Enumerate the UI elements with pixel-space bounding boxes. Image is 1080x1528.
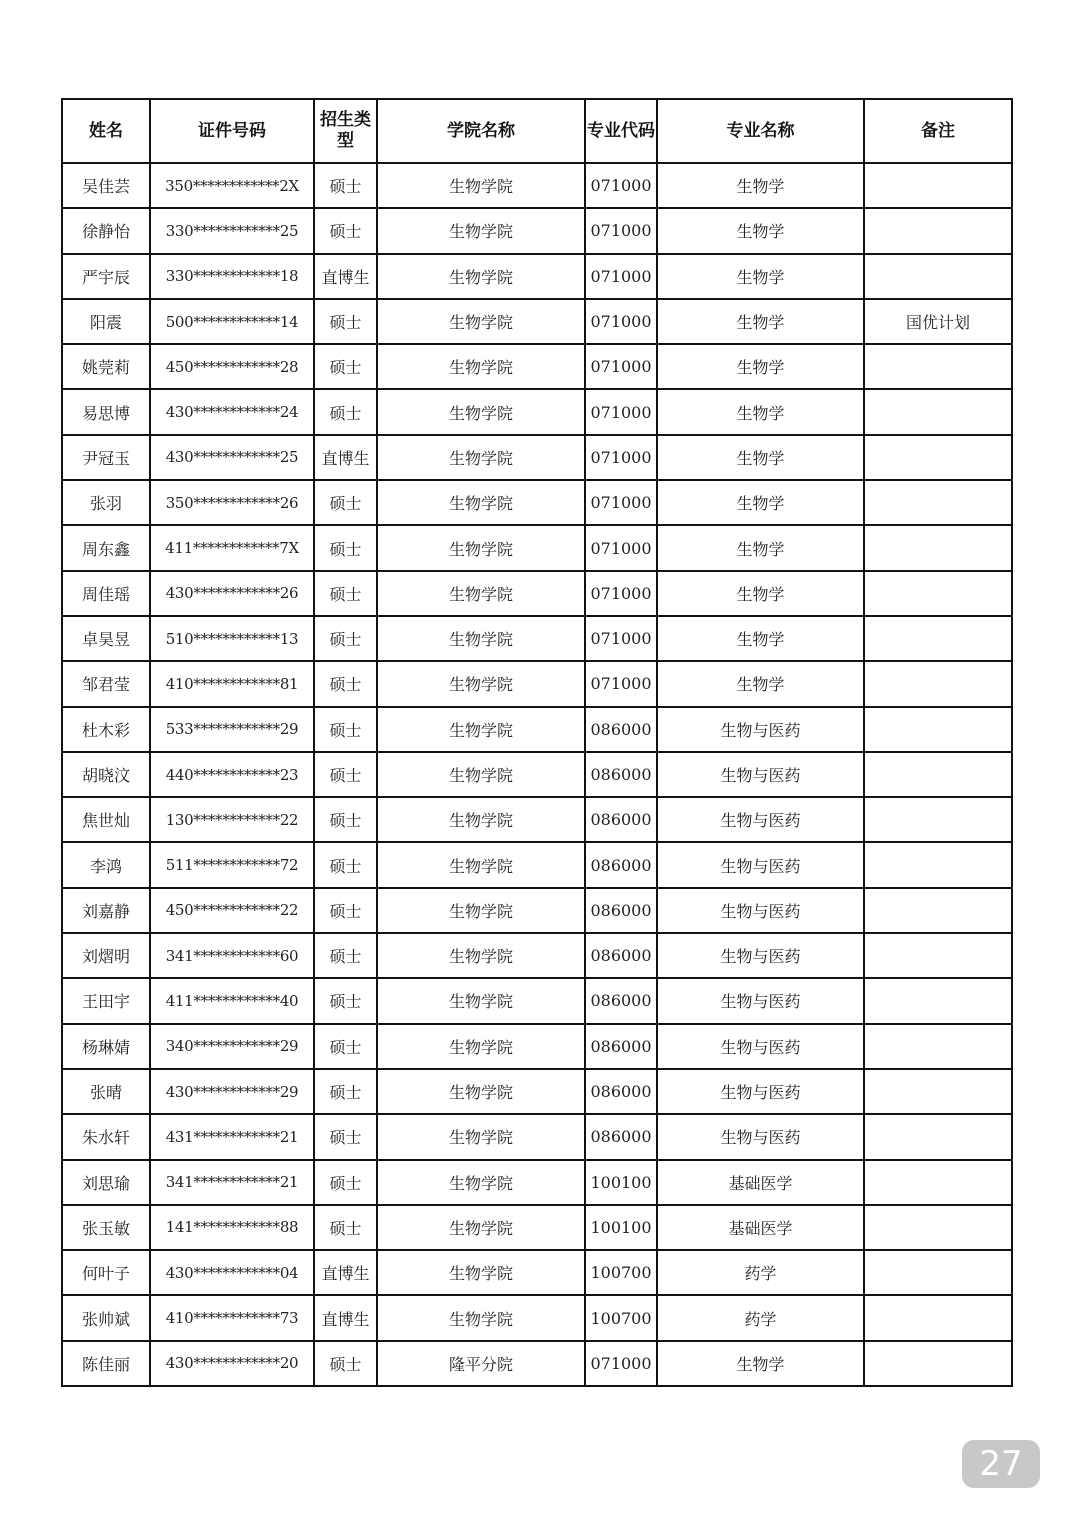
cell-major-name: 生物学 — [657, 299, 864, 344]
header-id-number: 证件号码 — [150, 99, 314, 163]
cell-admission-type: 硕士 — [314, 571, 377, 616]
table-row — [62, 435, 1012, 480]
cell-admission-type: 硕士 — [314, 299, 377, 344]
cell-major-code: 086000 — [585, 933, 657, 978]
cell-name: 杨琳婧 — [62, 1024, 150, 1069]
cell-note — [864, 616, 1012, 661]
cell-name: 徐静怡 — [62, 208, 150, 253]
table-row — [62, 1341, 1012, 1386]
cell-admission-type: 硕士 — [314, 752, 377, 797]
cell-admission-type: 硕士 — [314, 707, 377, 752]
cell-admission-type: 硕士 — [314, 797, 377, 842]
cell-note — [864, 480, 1012, 525]
cell-college: 生物学院 — [377, 480, 585, 525]
cell-id-number: 340************29 — [150, 1024, 314, 1069]
cell-college: 生物学院 — [377, 752, 585, 797]
cell-major-name: 生物与医药 — [657, 1114, 864, 1159]
cell-name: 朱水轩 — [62, 1114, 150, 1159]
cell-major-code: 086000 — [585, 1114, 657, 1159]
cell-college: 生物学院 — [377, 299, 585, 344]
cell-id-number: 330************18 — [150, 254, 314, 299]
table-row — [62, 208, 1012, 253]
cell-major-name: 生物学 — [657, 480, 864, 525]
header-admission-type: 招生类型 — [314, 99, 377, 163]
cell-major-code: 086000 — [585, 707, 657, 752]
cell-admission-type: 硕士 — [314, 1069, 377, 1114]
cell-id-number: 350************2X — [150, 163, 314, 208]
cell-admission-type: 硕士 — [314, 978, 377, 1023]
table-body — [62, 163, 1012, 1386]
cell-college: 生物学院 — [377, 1250, 585, 1295]
table-row — [62, 707, 1012, 752]
cell-college: 生物学院 — [377, 933, 585, 978]
cell-college: 生物学院 — [377, 888, 585, 933]
cell-major-code: 100100 — [585, 1160, 657, 1205]
cell-admission-type: 直博生 — [314, 1295, 377, 1340]
cell-id-number: 341************60 — [150, 933, 314, 978]
cell-admission-type: 硕士 — [314, 525, 377, 570]
cell-name: 吴佳芸 — [62, 163, 150, 208]
cell-note: 国优计划 — [864, 299, 1012, 344]
cell-major-name: 生物与医药 — [657, 978, 864, 1023]
cell-college: 生物学院 — [377, 1160, 585, 1205]
table-row — [62, 888, 1012, 933]
cell-major-code: 086000 — [585, 888, 657, 933]
cell-college: 生物学院 — [377, 254, 585, 299]
cell-admission-type: 硕士 — [314, 163, 377, 208]
cell-name: 阳震 — [62, 299, 150, 344]
table-row — [62, 797, 1012, 842]
cell-id-number: 410************73 — [150, 1295, 314, 1340]
cell-note — [864, 525, 1012, 570]
table-row — [62, 480, 1012, 525]
cell-id-number: 411************7X — [150, 525, 314, 570]
cell-major-name: 生物与医药 — [657, 842, 864, 887]
table-row — [62, 163, 1012, 208]
cell-major-name: 基础医学 — [657, 1205, 864, 1250]
cell-admission-type: 硕士 — [314, 1205, 377, 1250]
cell-major-name: 生物学 — [657, 344, 864, 389]
cell-id-number: 450************28 — [150, 344, 314, 389]
cell-note — [864, 208, 1012, 253]
cell-admission-type: 硕士 — [314, 1114, 377, 1159]
cell-admission-type: 硕士 — [314, 842, 377, 887]
cell-major-name: 生物与医药 — [657, 752, 864, 797]
cell-college: 隆平分院 — [377, 1341, 585, 1386]
table-row — [62, 978, 1012, 1023]
cell-note — [864, 842, 1012, 887]
cell-name: 刘思瑜 — [62, 1160, 150, 1205]
table-row — [62, 1205, 1012, 1250]
cell-note — [864, 254, 1012, 299]
header-college: 学院名称 — [377, 99, 585, 163]
cell-major-code: 071000 — [585, 1341, 657, 1386]
cell-name: 刘熠明 — [62, 933, 150, 978]
cell-note — [864, 1205, 1012, 1250]
table-row — [62, 616, 1012, 661]
cell-major-code: 071000 — [585, 661, 657, 706]
cell-id-number: 141************88 — [150, 1205, 314, 1250]
cell-note — [864, 933, 1012, 978]
cell-major-name: 生物学 — [657, 616, 864, 661]
cell-admission-type: 硕士 — [314, 1341, 377, 1386]
cell-note — [864, 1295, 1012, 1340]
cell-major-code: 100100 — [585, 1205, 657, 1250]
admission-roster-table — [61, 98, 1013, 1387]
table-row — [62, 299, 1012, 344]
cell-major-code: 086000 — [585, 1024, 657, 1069]
cell-college: 生物学院 — [377, 1114, 585, 1159]
cell-note — [864, 344, 1012, 389]
header-major-name: 专业名称 — [657, 99, 864, 163]
cell-college: 生物学院 — [377, 344, 585, 389]
cell-admission-type: 硕士 — [314, 389, 377, 434]
cell-note — [864, 1160, 1012, 1205]
cell-major-name: 药学 — [657, 1295, 864, 1340]
cell-admission-type: 硕士 — [314, 888, 377, 933]
page-number-badge: 27 — [962, 1440, 1040, 1488]
cell-major-code: 071000 — [585, 480, 657, 525]
cell-major-name: 生物学 — [657, 163, 864, 208]
cell-college: 生物学院 — [377, 1295, 585, 1340]
cell-id-number: 450************22 — [150, 888, 314, 933]
table-row — [62, 1160, 1012, 1205]
cell-note — [864, 1341, 1012, 1386]
cell-major-name: 生物与医药 — [657, 933, 864, 978]
cell-major-code: 071000 — [585, 208, 657, 253]
cell-major-code: 071000 — [585, 299, 657, 344]
cell-id-number: 430************26 — [150, 571, 314, 616]
cell-major-name: 生物与医药 — [657, 1024, 864, 1069]
cell-name: 张帅斌 — [62, 1295, 150, 1340]
cell-college: 生物学院 — [377, 1205, 585, 1250]
cell-id-number: 430************25 — [150, 435, 314, 480]
cell-major-name: 基础医学 — [657, 1160, 864, 1205]
cell-major-code: 071000 — [585, 435, 657, 480]
cell-note — [864, 888, 1012, 933]
table-row — [62, 661, 1012, 706]
cell-note — [864, 661, 1012, 706]
table-header — [62, 99, 1012, 163]
cell-note — [864, 797, 1012, 842]
table-row — [62, 1250, 1012, 1295]
cell-major-code: 086000 — [585, 797, 657, 842]
cell-major-name: 生物与医药 — [657, 707, 864, 752]
cell-major-name: 生物学 — [657, 1341, 864, 1386]
cell-college: 生物学院 — [377, 208, 585, 253]
cell-major-code: 100700 — [585, 1250, 657, 1295]
header-major-code: 专业代码 — [585, 99, 657, 163]
cell-id-number: 341************21 — [150, 1160, 314, 1205]
cell-name: 尹冠玉 — [62, 435, 150, 480]
cell-name: 焦世灿 — [62, 797, 150, 842]
cell-admission-type: 硕士 — [314, 208, 377, 253]
cell-name: 姚莞莉 — [62, 344, 150, 389]
cell-id-number: 350************26 — [150, 480, 314, 525]
cell-college: 生物学院 — [377, 661, 585, 706]
cell-note — [864, 707, 1012, 752]
cell-admission-type: 硕士 — [314, 344, 377, 389]
cell-name: 张羽 — [62, 480, 150, 525]
cell-id-number: 430************04 — [150, 1250, 314, 1295]
cell-college: 生物学院 — [377, 707, 585, 752]
table-row — [62, 842, 1012, 887]
table-row — [62, 1114, 1012, 1159]
cell-major-code: 071000 — [585, 254, 657, 299]
cell-major-code: 086000 — [585, 1069, 657, 1114]
cell-note — [864, 1250, 1012, 1295]
table-row — [62, 1295, 1012, 1340]
table-row — [62, 752, 1012, 797]
cell-id-number: 411************40 — [150, 978, 314, 1023]
cell-id-number: 330************25 — [150, 208, 314, 253]
cell-college: 生物学院 — [377, 1069, 585, 1114]
cell-note — [864, 163, 1012, 208]
cell-admission-type: 直博生 — [314, 435, 377, 480]
cell-name: 卓昊昱 — [62, 616, 150, 661]
table-row — [62, 933, 1012, 978]
cell-admission-type: 硕士 — [314, 933, 377, 978]
cell-major-name: 生物学 — [657, 571, 864, 616]
cell-name: 易思博 — [62, 389, 150, 434]
cell-major-name: 生物学 — [657, 389, 864, 434]
cell-college: 生物学院 — [377, 571, 585, 616]
cell-id-number: 430************20 — [150, 1341, 314, 1386]
cell-name: 何叶子 — [62, 1250, 150, 1295]
cell-major-name: 生物与医药 — [657, 797, 864, 842]
cell-major-name: 生物学 — [657, 525, 864, 570]
cell-admission-type: 直博生 — [314, 254, 377, 299]
cell-college: 生物学院 — [377, 525, 585, 570]
cell-id-number: 533************29 — [150, 707, 314, 752]
cell-note — [864, 435, 1012, 480]
cell-name: 张玉敏 — [62, 1205, 150, 1250]
cell-major-code: 086000 — [585, 752, 657, 797]
cell-name: 刘嘉静 — [62, 888, 150, 933]
cell-name: 周佳瑶 — [62, 571, 150, 616]
cell-college: 生物学院 — [377, 616, 585, 661]
cell-name: 杜木彩 — [62, 707, 150, 752]
cell-major-code: 071000 — [585, 389, 657, 434]
table-row — [62, 1024, 1012, 1069]
cell-major-code: 100700 — [585, 1295, 657, 1340]
cell-major-code: 071000 — [585, 344, 657, 389]
cell-college: 生物学院 — [377, 1024, 585, 1069]
cell-major-code: 086000 — [585, 842, 657, 887]
cell-admission-type: 硕士 — [314, 1024, 377, 1069]
cell-major-code: 071000 — [585, 571, 657, 616]
header-row — [62, 99, 1012, 163]
cell-name: 周东鑫 — [62, 525, 150, 570]
table-row — [62, 344, 1012, 389]
cell-college: 生物学院 — [377, 435, 585, 480]
cell-id-number: 430************24 — [150, 389, 314, 434]
cell-major-code: 071000 — [585, 616, 657, 661]
cell-major-name: 生物学 — [657, 208, 864, 253]
cell-name: 陈佳丽 — [62, 1341, 150, 1386]
cell-name: 胡晓汶 — [62, 752, 150, 797]
cell-college: 生物学院 — [377, 842, 585, 887]
cell-admission-type: 硕士 — [314, 616, 377, 661]
cell-id-number: 431************21 — [150, 1114, 314, 1159]
table-row — [62, 571, 1012, 616]
cell-note — [864, 389, 1012, 434]
cell-note — [864, 1069, 1012, 1114]
cell-admission-type: 直博生 — [314, 1250, 377, 1295]
cell-name: 张晴 — [62, 1069, 150, 1114]
cell-major-name: 生物学 — [657, 435, 864, 480]
cell-college: 生物学院 — [377, 978, 585, 1023]
cell-major-code: 086000 — [585, 978, 657, 1023]
cell-id-number: 130************22 — [150, 797, 314, 842]
cell-id-number: 430************29 — [150, 1069, 314, 1114]
cell-major-code: 071000 — [585, 525, 657, 570]
cell-name: 邹君莹 — [62, 661, 150, 706]
cell-major-name: 生物学 — [657, 254, 864, 299]
cell-major-code: 071000 — [585, 163, 657, 208]
cell-note — [864, 752, 1012, 797]
cell-note — [864, 1024, 1012, 1069]
table-row — [62, 525, 1012, 570]
cell-name: 王田宇 — [62, 978, 150, 1023]
table-row — [62, 1069, 1012, 1114]
cell-college: 生物学院 — [377, 797, 585, 842]
table-row — [62, 254, 1012, 299]
cell-note — [864, 571, 1012, 616]
header-name: 姓名 — [62, 99, 150, 163]
cell-admission-type: 硕士 — [314, 1160, 377, 1205]
cell-college: 生物学院 — [377, 389, 585, 434]
cell-note — [864, 978, 1012, 1023]
cell-id-number: 500************14 — [150, 299, 314, 344]
cell-id-number: 510************13 — [150, 616, 314, 661]
cell-major-name: 药学 — [657, 1250, 864, 1295]
cell-major-name: 生物与医药 — [657, 888, 864, 933]
cell-admission-type: 硕士 — [314, 661, 377, 706]
cell-id-number: 410************81 — [150, 661, 314, 706]
cell-college: 生物学院 — [377, 163, 585, 208]
table-row — [62, 389, 1012, 434]
header-note: 备注 — [864, 99, 1012, 163]
cell-note — [864, 1114, 1012, 1159]
cell-id-number: 511************72 — [150, 842, 314, 887]
cell-name: 严宇辰 — [62, 254, 150, 299]
cell-id-number: 440************23 — [150, 752, 314, 797]
cell-admission-type: 硕士 — [314, 480, 377, 525]
cell-name: 李鸿 — [62, 842, 150, 887]
cell-major-name: 生物与医药 — [657, 1069, 864, 1114]
cell-major-name: 生物学 — [657, 661, 864, 706]
